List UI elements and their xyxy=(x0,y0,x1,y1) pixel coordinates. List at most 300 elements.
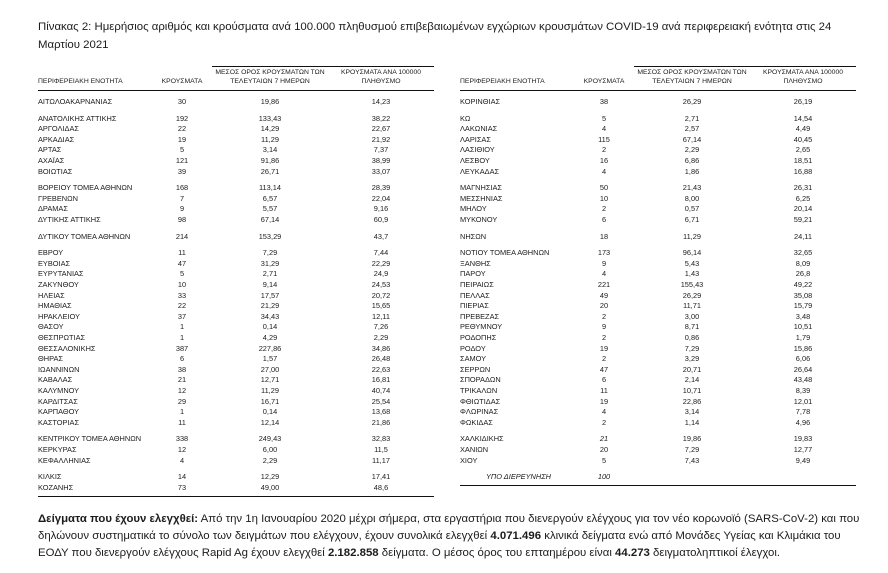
table-row xyxy=(38,364,434,375)
tables-container xyxy=(38,66,864,497)
region-cell: ΙΩΑΝΝΙΝΩΝ xyxy=(38,364,80,374)
cases-cell: 19 xyxy=(177,134,187,144)
samples-text: δείγματα. Ο μέσος όρος του επταημέρου είναι xyxy=(378,546,616,559)
row-group xyxy=(38,183,434,225)
per100k-cell: 3,48 xyxy=(795,311,811,321)
per100k-cell: 13,68 xyxy=(371,407,391,417)
per100k-cell: 9,16 xyxy=(373,204,389,214)
table-row xyxy=(38,407,434,418)
samples-lead: Δείγματα που έχουν ελεγχθεί: xyxy=(38,512,199,525)
region-cell: ΛΑΣΙΘΙΟΥ xyxy=(460,145,495,155)
per100k-cell: 9,49 xyxy=(795,455,811,465)
covid-table-right xyxy=(460,66,856,486)
region-cell: ΡΕΘΥΜΝΟΥ xyxy=(460,322,503,332)
samples-text: Από την 1η Ιανουαρίου 2020 μέχρι σήμερα, στα εργαστήρια που διενεργούν ελέγχους για τον νέο κορωνοϊό (SARS-CoV-2) και που δηλώνουν συστηματικά το σύνολο των δειγμάτων που ελέγχουν, έχουν συνολικά ελεγχθεί xyxy=(38,512,860,542)
avg7-cell: 96,14 xyxy=(682,248,702,258)
region-cell: ΒΟΡΕΙΟΥ ΤΟΜΕΑ ΑΘΗΝΩΝ xyxy=(38,183,133,193)
table-row xyxy=(460,417,856,428)
region-cell: ΜΑΓΝΗΣΙΑΣ xyxy=(460,183,502,193)
per100k-cell: 2,65 xyxy=(795,145,811,155)
per100k-cell: 11,17 xyxy=(372,455,390,465)
avg7-cell: 8,00 xyxy=(684,193,700,203)
region-cell: ΑΡΤΑΣ xyxy=(38,145,62,155)
table-row xyxy=(38,145,434,156)
region-cell: ΧΑΛΚΙΔΙΚΗΣ xyxy=(460,434,504,444)
table-row xyxy=(38,113,434,124)
avg7-cell: 12,29 xyxy=(260,472,280,482)
column-header-region: ΠΕΡΙΦΕΡΕΙΑΚΗ ΕΝΟΤΗΤΑ xyxy=(460,77,545,85)
region-cell: ΣΑΜΟΥ xyxy=(460,354,487,364)
region-cell: ΗΛΕΙΑΣ xyxy=(38,290,65,300)
avg7-cell: 2,29 xyxy=(262,455,278,465)
column-header-cases: ΚΡΟΥΣΜΑΤΑ xyxy=(583,77,625,85)
table-row xyxy=(460,231,856,242)
row-group xyxy=(38,97,434,108)
row-group xyxy=(460,472,856,483)
avg7-cell: 17,57 xyxy=(260,290,280,300)
region-cell: ΣΠΟΡΑΔΩΝ xyxy=(460,375,501,385)
cases-cell: 115 xyxy=(598,134,610,144)
avg7-cell: 11,29 xyxy=(683,231,701,241)
table-row xyxy=(460,113,856,124)
per100k-cell: 16,88 xyxy=(793,166,813,176)
per100k-cell: 22,04 xyxy=(371,193,391,203)
row-group xyxy=(460,183,856,225)
per100k-cell: 16,81 xyxy=(371,375,391,385)
avg7-cell: 1,86 xyxy=(684,166,700,176)
row-group xyxy=(38,231,434,242)
avg7-cell: 3,00 xyxy=(684,311,700,321)
table-row xyxy=(460,472,856,483)
avg7-cell: 249,43 xyxy=(258,434,282,444)
cases-cell: 22 xyxy=(177,124,187,134)
cases-cell: 39 xyxy=(177,166,187,176)
avg7-cell: 0,14 xyxy=(262,407,278,417)
table-row xyxy=(38,155,434,166)
table-row xyxy=(460,269,856,280)
sample-count: 2.182.858 xyxy=(327,546,379,559)
cases-cell: 9 xyxy=(179,204,185,214)
avg7-cell: 6,57 xyxy=(262,193,278,203)
region-cell: ΚΕΡΚΥΡΑΣ xyxy=(38,444,77,454)
table-row xyxy=(38,444,434,455)
avg7-cell: 11,71 xyxy=(683,301,701,311)
cases-cell: 2 xyxy=(601,417,607,427)
region-cell: ΑΝΑΤΟΛΙΚΗΣ ΑΤΤΙΚΗΣ xyxy=(38,113,117,123)
cases-cell: 11 xyxy=(178,248,186,258)
table-row xyxy=(38,193,434,204)
region-cell: ΘΑΣΟΥ xyxy=(38,322,64,332)
table-caption: Πίνακας 2: Ημερήσιος αριθμός και κρούσματα ανά 100.000 πληθυσμού επιβεβαιωμένων εγχώριων κρουσμάτων COVID-19 ανά περιφερειακή ενότητα στις 24 Μαρτίου 2021 xyxy=(38,21,832,52)
covid-table-left xyxy=(38,66,434,497)
per100k-cell: 1,79 xyxy=(795,332,811,342)
table-row xyxy=(460,97,856,108)
region-cell: ΛΑΡΙΣΑΣ xyxy=(460,134,491,144)
region-cell: ΥΠΟ ΔΙΕΡΕΥΝΗΣΗ xyxy=(486,472,551,482)
avg7-cell: 19,86 xyxy=(260,97,280,107)
table-row xyxy=(460,343,856,354)
table-row xyxy=(460,364,856,375)
table-row xyxy=(38,455,434,466)
table-row xyxy=(38,301,434,312)
cases-cell: 30 xyxy=(177,97,187,107)
region-cell: ΠΡΕΒΕΖΑΣ xyxy=(460,311,500,321)
table-row xyxy=(460,332,856,343)
region-cell: ΠΑΡΟΥ xyxy=(460,269,486,279)
table-row xyxy=(460,258,856,269)
table-row xyxy=(38,279,434,290)
region-cell: ΡΟΔΟΠΗΣ xyxy=(460,332,497,342)
region-cell: ΠΕΙΡΑΙΩΣ xyxy=(460,280,494,289)
avg7-cell: 67,14 xyxy=(260,215,280,225)
per100k-cell: 2,29 xyxy=(373,332,389,342)
per100k-cell: 21,86 xyxy=(371,417,391,427)
table-row xyxy=(38,472,434,483)
region-cell: ΚΑΒΑΛΑΣ xyxy=(38,375,73,385)
region-cell: ΗΜΑΘΙΑΣ xyxy=(38,301,72,311)
avg7-cell: 4,29 xyxy=(262,332,278,342)
per100k-cell: 17,41 xyxy=(371,472,391,482)
per100k-cell: 4,49 xyxy=(795,124,811,134)
avg7-cell: 3,14 xyxy=(262,145,278,155)
table-row xyxy=(38,385,434,396)
per100k-cell: 24,11 xyxy=(794,231,812,241)
row-group xyxy=(38,434,434,466)
avg7-cell: 1,14 xyxy=(684,417,700,427)
samples-paragraph xyxy=(38,511,860,562)
table-row xyxy=(38,183,434,194)
per100k-cell: 24,9 xyxy=(373,269,389,279)
table-row xyxy=(38,322,434,333)
region-cell: ΣΕΡΡΩΝ xyxy=(460,364,491,374)
table-row xyxy=(460,396,856,407)
per100k-cell: 7,26 xyxy=(373,322,389,332)
avg7-cell: 7,29 xyxy=(684,444,700,454)
region-cell: ΓΡΕΒΕΝΩΝ xyxy=(38,193,78,203)
samples-text: κλινικά δείγματα ενώ από Μονάδες Υγείας και Κλιμάκια του ΕΟΔΥ που διενεργούν ελέγχους Rapid Ag έχουν ελεγχθεί xyxy=(38,529,841,559)
region-cell: ΚΟΖΑΝΗΣ xyxy=(38,482,74,492)
per100k-cell: 19,83 xyxy=(793,434,813,444)
cases-cell: 12 xyxy=(177,444,187,454)
table-row xyxy=(38,214,434,225)
row-group xyxy=(460,113,856,177)
cases-cell: 38 xyxy=(177,364,187,374)
avg7-cell: 16,71 xyxy=(260,396,280,406)
avg7-cell: 34,43 xyxy=(260,311,280,321)
avg7-cell: 2,57 xyxy=(684,124,700,134)
per100k-cell: 22,63 xyxy=(371,364,391,374)
region-cell: ΜΥΚΟΝΟΥ xyxy=(460,215,498,225)
row-group xyxy=(38,472,434,493)
per100k-cell: 14,54 xyxy=(793,113,813,123)
per100k-cell: 24,53 xyxy=(371,280,391,289)
cases-cell: 47 xyxy=(177,258,187,268)
region-cell: ΚΑΡΔΙΤΣΑΣ xyxy=(38,396,78,406)
region-cell: ΦΩΚΙΔΑΣ xyxy=(460,417,493,427)
avg7-cell: 11,29 xyxy=(261,385,279,395)
region-cell: ΜΗΛΟΥ xyxy=(460,204,487,214)
per100k-cell: 11,5 xyxy=(374,444,388,454)
avg7-cell: 31,29 xyxy=(260,258,280,268)
cases-cell: 121 xyxy=(175,156,189,166)
region-cell: ΚΑΛΥΜΝΟΥ xyxy=(38,385,80,395)
cases-cell: 214 xyxy=(175,231,189,241)
per100k-cell: 60,9 xyxy=(373,215,389,225)
table-row xyxy=(460,155,856,166)
per100k-cell: 7,44 xyxy=(373,248,389,258)
avg7-cell: 227,86 xyxy=(258,343,282,353)
region-cell: ΔΥΤΙΚΟΥ ΤΟΜΕΑ ΑΘΗΝΩΝ xyxy=(38,231,131,241)
table-row xyxy=(38,343,434,354)
table-row xyxy=(38,396,434,407)
avg7-cell: 2,14 xyxy=(684,375,700,385)
avg7-cell: 14,29 xyxy=(260,124,280,134)
region-cell: ΛΕΥΚΑΔΑΣ xyxy=(460,166,500,176)
region-cell: ΦΛΩΡΙΝΑΣ xyxy=(460,407,499,417)
region-cell: ΚΙΛΚΙΣ xyxy=(38,472,62,482)
table-row xyxy=(460,279,856,290)
avg7-cell: 0,14 xyxy=(262,322,278,332)
avg7-cell: 49,00 xyxy=(260,482,280,492)
avg7-cell: 12,14 xyxy=(260,417,280,427)
avg7-cell: 26,29 xyxy=(682,97,702,107)
region-cell: ΝΟΤΙΟΥ ΤΟΜΕΑ ΑΘΗΝΩΝ xyxy=(460,248,550,258)
avg7-cell: 21,43 xyxy=(682,183,702,193)
table-row xyxy=(38,375,434,386)
cases-cell: 19 xyxy=(599,396,609,406)
per100k-cell: 32,83 xyxy=(371,434,391,444)
per100k-cell: 20,14 xyxy=(793,204,813,214)
avg7-cell: 153,29 xyxy=(258,231,282,241)
cases-cell: 37 xyxy=(177,311,187,321)
avg7-cell: 7,29 xyxy=(262,248,278,258)
cases-cell: 2 xyxy=(601,145,607,155)
column-header-avg7: ΜΕΣΟΣ ΟΡΟΣ ΚΡΟΥΣΜΑΤΩΝ ΤΩΝ ΤΕΛΕΥΤΑΙΩΝ 7 ΗΜΕΡΩΝ xyxy=(212,66,328,89)
region-cell: ΚΑΡΠΑΘΟΥ xyxy=(38,407,80,417)
per100k-cell: 7,78 xyxy=(795,407,811,417)
region-cell: ΚΟΡΙΝΘΙΑΣ xyxy=(460,97,501,107)
region-cell: ΞΑΝΘΗΣ xyxy=(460,258,491,268)
cases-cell: 19 xyxy=(599,343,609,353)
column-header-per100k: ΚΡΟΥΣΜΑΤΑ ΑΝΑ 100000 ΠΛΗΘΥΣΜΟ xyxy=(328,66,434,89)
avg7-cell: 6,71 xyxy=(684,215,700,225)
avg7-cell: 1,57 xyxy=(262,354,278,364)
table-row xyxy=(460,434,856,445)
region-cell: ΕΥΡΥΤΑΝΙΑΣ xyxy=(38,269,84,279)
table-row xyxy=(38,166,434,177)
per100k-cell: 38,99 xyxy=(371,156,391,166)
per100k-cell: 15,79 xyxy=(793,301,813,311)
cases-cell: 50 xyxy=(599,183,609,193)
cases-cell: 173 xyxy=(597,248,611,258)
avg7-cell: 0,57 xyxy=(684,204,700,214)
avg7-cell: 20,71 xyxy=(682,364,702,374)
per100k-cell: 18,51 xyxy=(793,156,813,166)
region-cell: ΠΕΛΛΑΣ xyxy=(460,290,490,300)
table-row xyxy=(38,258,434,269)
avg7-cell: 155,43 xyxy=(680,280,704,289)
avg7-cell: 6,00 xyxy=(262,444,278,454)
table-row xyxy=(460,311,856,322)
region-cell: ΒΟΙΩΤΙΑΣ xyxy=(38,166,73,176)
table-row xyxy=(38,204,434,215)
region-cell: ΡΟΔΟΥ xyxy=(460,343,486,353)
region-cell: ΚΕΦΑΛΛΗΝΙΑΣ xyxy=(38,455,91,465)
table-row xyxy=(460,248,856,259)
cases-cell: 49 xyxy=(599,290,609,300)
region-cell: ΚΑΣΤΟΡΙΑΣ xyxy=(38,417,80,427)
table-row xyxy=(38,134,434,145)
cases-cell: 98 xyxy=(177,215,187,225)
cases-cell: 5 xyxy=(601,455,607,465)
avg7-cell: 9,14 xyxy=(262,280,278,289)
region-cell: ΔΡΑΜΑΣ xyxy=(38,204,68,214)
table-row xyxy=(38,248,434,259)
cases-cell: 5 xyxy=(601,113,607,123)
per100k-cell: 21,92 xyxy=(371,134,391,144)
per100k-cell: 22,29 xyxy=(371,258,391,268)
column-header-per100k: ΚΡΟΥΣΜΑΤΑ ΑΝΑ 100000 ΠΛΗΘΥΣΜΟ xyxy=(750,66,856,89)
table-row xyxy=(460,193,856,204)
region-cell: ΕΒΡΟΥ xyxy=(38,248,64,258)
region-cell: ΑΡΚΑΔΙΑΣ xyxy=(38,134,75,144)
cases-cell: 7 xyxy=(179,193,185,203)
column-header-cases: ΚΡΟΥΣΜΑΤΑ xyxy=(161,77,203,85)
region-cell: ΑΡΓΟΛΙΔΑΣ xyxy=(38,124,79,134)
cases-cell: 5 xyxy=(179,269,185,279)
per100k-cell: 35,08 xyxy=(793,290,813,300)
avg7-cell: 26,71 xyxy=(260,166,280,176)
per100k-cell: 40,45 xyxy=(793,134,813,144)
avg7-cell: 3,14 xyxy=(684,407,700,417)
avg7-cell: 26,29 xyxy=(682,290,702,300)
region-cell: ΘΕΣΠΡΩΤΙΑΣ xyxy=(38,332,86,342)
cases-cell: 4 xyxy=(179,455,185,465)
avg7-cell: 7,29 xyxy=(684,343,700,353)
sample-count: 44.273 xyxy=(615,546,650,559)
cases-cell: 11 xyxy=(600,385,608,395)
per100k-cell: 33,07 xyxy=(371,166,391,176)
region-cell: ΑΙΤΩΛΟΑΚΑΡΝΑΝΙΑΣ xyxy=(38,97,113,107)
column-header-region: ΠΕΡΙΦΕΡΕΙΑΚΗ ΕΝΟΤΗΤΑ xyxy=(38,77,123,85)
cases-cell: 73 xyxy=(177,482,187,492)
per100k-cell: 14,23 xyxy=(371,97,391,107)
per100k-cell: 26,19 xyxy=(793,97,813,107)
cases-cell: 221 xyxy=(597,280,611,289)
per100k-cell: 48,6 xyxy=(373,482,389,492)
table-row xyxy=(38,354,434,365)
cases-cell: 1 xyxy=(179,407,185,417)
per100k-cell: 12,11 xyxy=(372,311,390,321)
table-row xyxy=(460,204,856,215)
table-row xyxy=(38,290,434,301)
cases-cell: 4 xyxy=(601,269,607,279)
table-row xyxy=(460,322,856,333)
row-group xyxy=(460,434,856,466)
avg7-cell: 67,14 xyxy=(682,134,702,144)
per100k-cell: 8,09 xyxy=(795,258,811,268)
per100k-cell: 26,8 xyxy=(795,269,811,279)
per100k-cell: 43,7 xyxy=(373,231,389,241)
region-cell: ΜΕΣΣΗΝΙΑΣ xyxy=(460,193,503,203)
cases-cell: 387 xyxy=(175,343,189,353)
per100k-cell: 12,01 xyxy=(793,396,813,406)
row-group xyxy=(38,113,434,177)
cases-cell: 20 xyxy=(599,301,609,311)
avg7-cell: 22,86 xyxy=(682,396,702,406)
sample-count: 4.071.496 xyxy=(490,529,542,542)
region-cell: ΝΗΣΩΝ xyxy=(460,231,487,241)
cases-cell: 100 xyxy=(597,472,611,482)
column-header-avg7: ΜΕΣΟΣ ΟΡΟΣ ΚΡΟΥΣΜΑΤΩΝ ΤΩΝ ΤΕΛΕΥΤΑΙΩΝ 7 ΗΜΕΡΩΝ xyxy=(634,66,750,89)
avg7-cell: 6,86 xyxy=(684,156,700,166)
region-cell: ΛΑΚΩΝΙΑΣ xyxy=(460,124,498,134)
avg7-cell: 2,71 xyxy=(684,113,700,123)
region-cell: ΘΕΣΣΑΛΟΝΙΚΗΣ xyxy=(38,343,96,353)
table-row xyxy=(460,354,856,365)
table-row xyxy=(38,124,434,135)
per100k-cell: 20,72 xyxy=(371,290,391,300)
per100k-cell: 38,22 xyxy=(371,113,391,123)
per100k-cell: 6,06 xyxy=(795,354,811,364)
table-header-row xyxy=(38,66,434,90)
region-cell: ΘΗΡΑΣ xyxy=(38,354,63,364)
region-cell: ΖΑΚΥΝΘΟΥ xyxy=(38,280,79,289)
per100k-cell: 15,86 xyxy=(793,343,813,353)
cases-cell: 14 xyxy=(177,472,187,482)
table-row xyxy=(460,214,856,225)
region-cell: ΚΩ xyxy=(460,113,471,123)
cases-cell: 6 xyxy=(601,215,607,225)
avg7-cell: 7,43 xyxy=(684,455,700,465)
avg7-cell: 2,71 xyxy=(262,269,278,279)
region-cell: ΚΕΝΤΡΙΚΟΥ ΤΟΜΕΑ ΑΘΗΝΩΝ xyxy=(38,434,142,444)
cases-cell: 168 xyxy=(175,183,189,193)
per100k-cell: 15,65 xyxy=(371,301,391,311)
avg7-cell: 8,71 xyxy=(684,322,700,332)
table-row xyxy=(38,482,434,493)
table-row xyxy=(460,375,856,386)
avg7-cell: 3,29 xyxy=(684,354,700,364)
row-group xyxy=(460,231,856,242)
cases-cell: 5 xyxy=(179,145,185,155)
avg7-cell: 133,43 xyxy=(258,113,282,123)
cases-cell: 4 xyxy=(601,407,607,417)
row-group xyxy=(460,248,856,428)
table-row xyxy=(460,444,856,455)
cases-cell: 21 xyxy=(599,434,609,444)
cases-cell: 38 xyxy=(599,97,609,107)
cases-cell: 6 xyxy=(601,375,607,385)
region-cell: ΕΥΒΟΙΑΣ xyxy=(38,258,71,268)
avg7-cell: 10,71 xyxy=(682,385,702,395)
cases-cell: 4 xyxy=(601,166,607,176)
per100k-cell: 7,37 xyxy=(373,145,389,155)
per100k-cell: 12,77 xyxy=(793,444,813,454)
per100k-cell: 40,74 xyxy=(371,385,391,395)
cases-cell: 338 xyxy=(175,434,189,444)
table-header-row xyxy=(460,66,856,90)
samples-text: δειγματοληπτικοί έλεγχοι. xyxy=(649,546,781,559)
table-row xyxy=(460,124,856,135)
per100k-cell: 8,39 xyxy=(795,385,811,395)
cases-cell: 1 xyxy=(179,322,185,332)
table-row xyxy=(38,417,434,428)
cases-cell: 2 xyxy=(601,311,607,321)
per100k-cell: 10,51 xyxy=(793,322,813,332)
per100k-cell: 34,86 xyxy=(371,343,391,353)
cases-cell: 192 xyxy=(175,113,189,123)
